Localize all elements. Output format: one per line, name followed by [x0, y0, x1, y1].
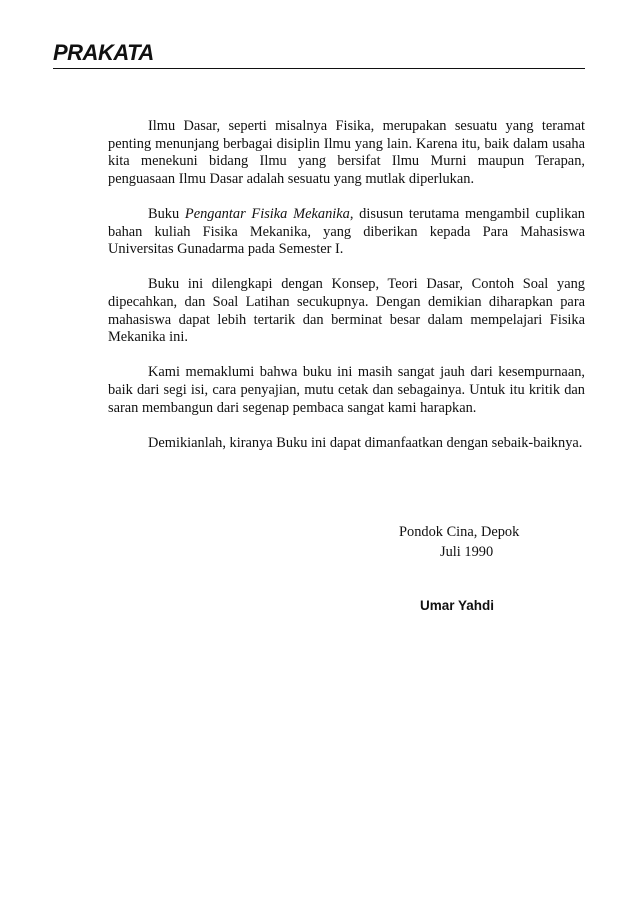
closing-place: Pondok Cina, Depok — [399, 524, 520, 540]
paragraph-2-rest: , disusun terutama mengambil cuplikan bahan kuliah Fisika Mekanika, yang diberikan kepada Para Mahasiswa Universitas Gunadarma pada Semester I. — [108, 205, 585, 258]
paragraph-2-lead: Buku — [148, 205, 185, 222]
paragraph-1: Ilmu Dasar, seperti misalnya Fisika, merupakan sesuatu yang teramat penting menunjang berbagai disiplin Ilmu yang lain. Karena itu, baik dalam usaha kita menekuni bidang Ilmu yang bersifat Ilmu Murni maupun Terapan, penguasaan Ilmu Dasar adalah sesuatu yang mutlak diperlukan. — [108, 118, 585, 187]
preface-body — [108, 118, 585, 470]
heading-rule — [53, 68, 585, 69]
book-title: Pengantar Fisika Mekanika — [184, 205, 350, 222]
paragraph-2 — [108, 206, 585, 259]
page-heading: PRAKATA — [53, 40, 154, 65]
author-name: Umar Yahdi — [420, 598, 495, 613]
paragraph-3: Buku ini dilengkapi dengan Konsep, Teori Dasar, Contoh Soal yang dipecahkan, dan Soal Latihan secukupnya. Dengan demikian diharapkan para mahasiswa dapat lebih tertarik dan berminat besar dalam mempelajari Fisika Mekanika ini. — [108, 276, 585, 346]
paragraph-5: Demikianlah, kiranya Buku ini dapat dimanfaatkan dengan sebaik-baiknya. — [148, 434, 583, 451]
paragraph-4: Kami memaklumi bahwa buku ini masih sangat jauh dari kesempurnaan, baik dari segi isi, cara penyajian, mutu cetak dan sebagainya. Untuk itu kritik dan saran membangun dari segenap pembaca sangat kami harapkan. — [108, 364, 585, 416]
closing-date: Juli 1990 — [440, 544, 494, 560]
